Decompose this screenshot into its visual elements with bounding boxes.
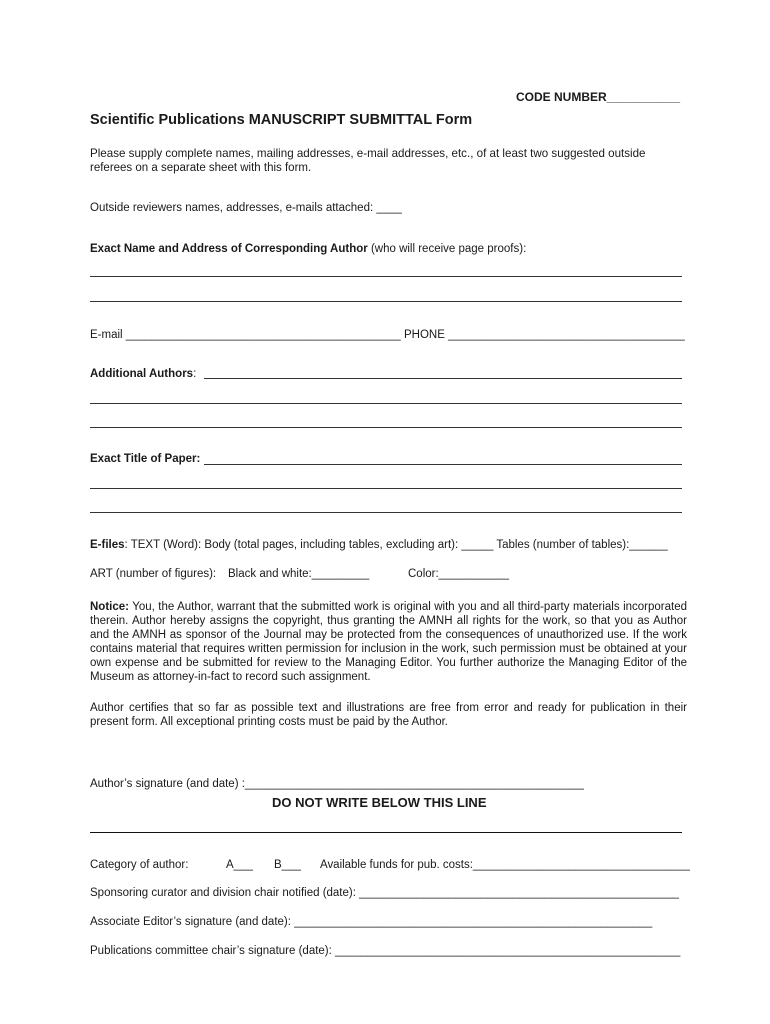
category-option-b[interactable]: B___ (274, 859, 301, 871)
art-black-white-field[interactable]: Black and white:_________ (228, 568, 370, 580)
notice-text: You, the Author, warrant that the submitted work is original with you and all third-party materials incorporated therein. Author hereby assigns the copyright, thus granting the AMNH all rights for the work, so that you as Author and the AMNH as sponsor of the Journal may be protected from the consequences of unauthorized use. If the work contains material that requires written permission for inclusion in the work, such permission must be obtained at your own expense and be submitted for review to the Managing Editor. You further authorize the Managing Editor of the Museum as attorney-in-fact to record such assignment. (90, 601, 687, 684)
additional-authors-line-3[interactable] (90, 427, 682, 428)
code-number: CODE NUMBER___________ (516, 90, 681, 104)
email-field[interactable]: ___________________________________________ (122, 329, 405, 341)
additional-authors-line-1[interactable] (204, 378, 682, 379)
committee-chair-signature-field[interactable]: Publications committee chair’s signature (date): ______________________________________________________ (90, 945, 681, 957)
paper-title-line-3[interactable] (90, 512, 682, 513)
paper-title-line-1[interactable] (204, 464, 682, 465)
corresponding-author-line-2[interactable] (90, 301, 682, 302)
email-label: E-mail (90, 329, 123, 341)
do-not-write-heading: DO NOT WRITE BELOW THIS LINE (272, 795, 487, 810)
contact-row (90, 328, 685, 342)
intro-line-2: referees on a separate sheet with this form. (90, 162, 312, 174)
available-funds-field[interactable]: Available funds for pub. costs:__________________________________ (320, 859, 690, 871)
phone-label: PHONE (404, 329, 445, 341)
associate-editor-signature-field[interactable]: Associate Editor’s signature (and date): ________________________________________________________ (90, 916, 653, 928)
art-label: ART (number of figures): (90, 568, 217, 580)
category-label: Category of author: (90, 859, 189, 871)
corresponding-author-note: (who will receive page proofs): (367, 243, 527, 255)
art-color-field[interactable]: Color:___________ (408, 568, 510, 580)
sponsoring-curator-field[interactable]: Sponsoring curator and division chair notified (date): __________________________________________________ (90, 887, 679, 899)
corresponding-author-line-1[interactable] (90, 276, 682, 277)
phone-field[interactable]: _____________________________________ (444, 329, 685, 341)
efiles-text[interactable]: : TEXT (Word): Body (total pages, including tables, excluding art): _____ Tables (number of tables):______ (124, 539, 668, 551)
additional-authors-line-2[interactable] (90, 403, 682, 404)
intro-line-1: Please supply complete names, mailing addresses, e-mail addresses, etc., of at least two suggested outside (90, 147, 646, 160)
corresponding-author-label (90, 242, 526, 256)
do-not-write-divider (90, 832, 682, 833)
additional-authors-bold: Additional Authors (90, 368, 194, 380)
efiles-row (90, 538, 668, 552)
author-signature-field[interactable]: Author’s signature (and date) :_____________________________________________________ (90, 778, 584, 790)
form-title: Scientific Publications MANUSCRIPT SUBMITTAL Form (90, 112, 473, 128)
notice-bold: Notice: (90, 601, 129, 613)
paper-title-label: Exact Title of Paper: (90, 453, 201, 465)
additional-authors-label (90, 367, 196, 381)
corresponding-author-bold: Exact Name and Address of Corresponding Author (90, 243, 368, 255)
paper-title-line-2[interactable] (90, 488, 682, 489)
notice-paragraph (90, 600, 687, 685)
category-option-a[interactable]: A___ (226, 859, 253, 871)
efiles-bold: E-files (90, 539, 125, 551)
certify-paragraph: Author certifies that so far as possible text and illustrations are free from error and ready for publication in their present form. All exceptional printing costs must be paid by the Author. (90, 702, 687, 729)
additional-authors-colon: : (193, 368, 197, 380)
outside-reviewers-field[interactable]: Outside reviewers names, addresses, e-mails attached: ____ (90, 202, 402, 214)
